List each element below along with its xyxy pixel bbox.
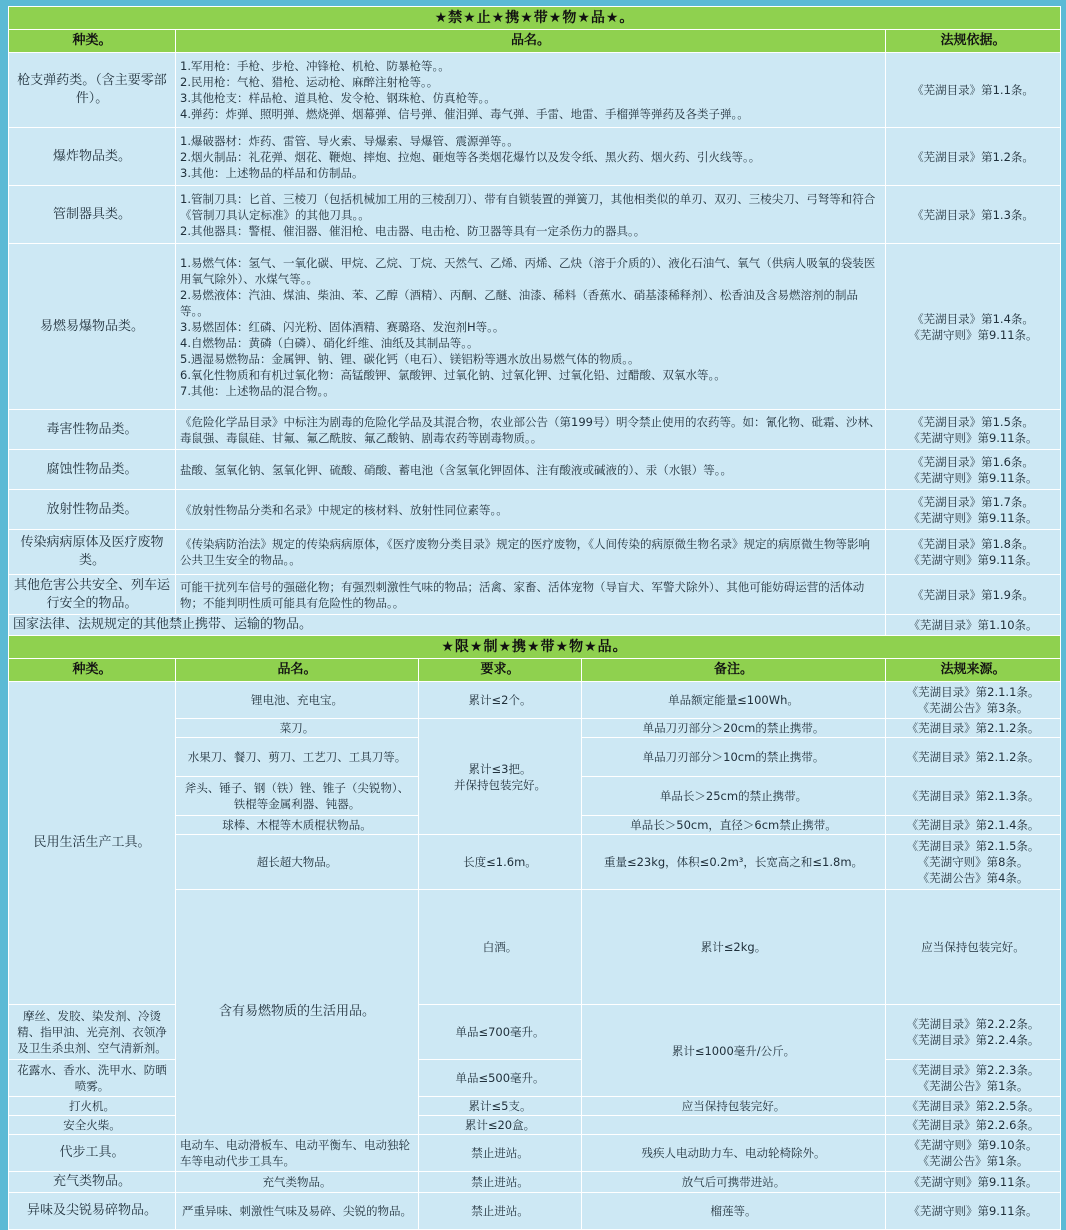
note-text: 放气后可携带进站。 — [681, 1175, 786, 1189]
note — [886, 890, 1061, 1005]
note-text: 榴莲等。 — [710, 1204, 757, 1218]
restricted-category-text: 异味及尖锐易碎物品。 — [26, 1203, 157, 1218]
requirement-text: 累计≤2kg。 — [700, 940, 767, 954]
item-name — [9, 1097, 176, 1116]
prohibited-row — [9, 530, 1061, 575]
prohibited-items — [176, 575, 886, 615]
law — [886, 1172, 1061, 1193]
prohibited-law — [886, 128, 1061, 186]
prohibited-header-0 — [9, 30, 176, 53]
law-line: 《芜湖目录》第1.5条。 — [912, 414, 1034, 429]
requirement — [419, 835, 582, 890]
requirement-text: 禁止进站。 — [471, 1146, 529, 1160]
prohibited-items — [176, 186, 886, 244]
category-text: 爆炸物品类。 — [52, 148, 131, 164]
prohibited-row — [9, 490, 1061, 530]
note-text: 应当保持包装完好。 — [681, 1099, 786, 1113]
item-line: 3.易燃固体：红磷、闪光粉、固体酒精、赛璐珞、发泡剂H等。。 — [180, 319, 505, 334]
prohibited-title — [9, 7, 1061, 30]
law-line: 《芜湖目录》第1.6条。 — [912, 454, 1034, 469]
law — [886, 777, 1061, 816]
item-name — [176, 1193, 419, 1230]
law — [886, 1116, 1061, 1135]
line: 《芜湖公告》第1条。 — [917, 1079, 1029, 1093]
item-line: 4.弹药：炸弹、照明弹、燃烧弹、烟幕弹、信号弹、催泪弹、毒气弹、手雷、地雷、手榴弹等弹药及各类子弹。。 — [180, 107, 749, 121]
prohibited-law — [886, 410, 1061, 450]
law — [886, 1193, 1061, 1230]
law-text: 《芜湖目录》第2.1.3条。 — [906, 789, 1040, 803]
requirement — [419, 1135, 582, 1172]
item-line: 1.军用枪：手枪、步枪、冲锋枪、机枪、防暴枪等。。 — [180, 59, 450, 73]
law — [886, 816, 1061, 835]
prohibited-category — [9, 128, 176, 186]
note-text: 单品长＞50cm，直径＞6cm禁止携带。 — [630, 818, 837, 832]
line: 《芜湖目录》第2.1.5条。 — [906, 839, 1040, 853]
law — [886, 682, 1061, 719]
item-name — [176, 719, 419, 738]
prohibited-category — [9, 53, 176, 128]
item-name-text: 摩丝、发胶、染发剂、冷烫精、指甲油、光亮剂、衣领净及卫生杀虫剂、空气清新剂。 — [17, 1009, 167, 1055]
line: 《芜湖目录》第2.2.2条。 — [906, 1017, 1040, 1031]
category-text: 易燃易爆物品类。 — [39, 318, 144, 334]
law-line: 《芜湖守则》第9.11条。 — [908, 470, 1038, 485]
law-text: 《芜湖守则》第9.11条。 — [908, 1175, 1038, 1189]
prohibited-items — [176, 530, 886, 575]
law-text: 《芜湖目录》第2.1.2条。 — [906, 721, 1040, 735]
requirement-text: 累计≤20盒。 — [464, 1118, 536, 1132]
law-line: 《芜湖目录》第1.4条。 — [912, 311, 1034, 326]
item-name — [9, 1060, 176, 1097]
item-line: 1.爆破器材：炸药、雷管、导火索、导爆索、导爆管、震源弹等。。 — [180, 133, 519, 148]
requirement — [419, 1060, 582, 1097]
prohibited-items — [176, 244, 886, 410]
note-text: 单品刀刃部分＞20cm的禁止携带。 — [642, 721, 825, 735]
item-name-text: 打火机。 — [69, 1099, 115, 1113]
category-text: 腐蚀性物品类。 — [46, 461, 138, 477]
note — [582, 1097, 886, 1116]
note — [582, 777, 886, 816]
requirement-text: 累计≤5支。 — [468, 1099, 532, 1113]
line: 《芜湖目录》第2.2.3条。 — [906, 1063, 1040, 1077]
prohibited-items — [176, 490, 886, 530]
law-line: 《芜湖守则》第9.11条。 — [908, 430, 1038, 445]
item-name — [9, 1116, 176, 1135]
note-text: 重量≤23kg，体积≤0.2m³，长宽高之和≤1.8m。 — [603, 855, 864, 869]
note-text: 单品长＞25cm的禁止携带。 — [659, 789, 808, 803]
header-text: 要求。 — [480, 662, 520, 677]
item-name-text: 水果刀、餐刀、剪刀、工艺刀、工具刀等。 — [187, 750, 407, 764]
prohibited-law — [886, 530, 1061, 575]
other-text: 国家法律、法规规定的其他禁止携带、运输的物品。 — [13, 617, 313, 632]
restricted-category — [9, 682, 176, 1005]
prohibited-law — [886, 244, 1061, 410]
prohibited-other-laws — [9, 615, 886, 636]
item-name — [176, 1172, 419, 1193]
line: 《芜湖目录》第2.2.4条。 — [906, 1033, 1040, 1047]
law-line: 《芜湖目录》第1.8条。 — [912, 537, 1034, 551]
item-line: 4.自燃物品：黄磷（白磷）、硝化纤维、油纸及其制品等。。 — [180, 335, 479, 350]
requirement-text: 禁止进站。 — [471, 1175, 529, 1189]
item-line: 2.民用枪：气枪、猎枪、运动枪、麻醉注射枪等。。 — [180, 75, 439, 89]
law-line: 《芜湖守则》第9.11条。 — [908, 553, 1038, 567]
prohibited-category — [9, 530, 176, 575]
category-text: 其他危害公共安全、列车运行安全的物品。 — [13, 577, 170, 611]
header-text: 种类。 — [72, 33, 112, 48]
note — [582, 1135, 886, 1172]
item-name — [176, 682, 419, 719]
note-text: 应当保持包装完好。 — [921, 940, 1025, 954]
line: 《芜湖公告》第1条。 — [917, 1154, 1029, 1168]
requirement — [419, 682, 582, 719]
prohibited-row — [9, 53, 1061, 128]
header-text: 法规来源。 — [940, 662, 1006, 677]
requirement — [419, 1193, 582, 1230]
prohibited-row — [9, 575, 1061, 615]
prohibited-category — [9, 490, 176, 530]
item-name-text: 斧头、锤子、钢（铁）锉、锥子（尖锐物）、铁棍等金属利器、钝器。 — [184, 781, 410, 811]
restricted-category — [9, 1172, 176, 1193]
restricted-category — [176, 890, 419, 1135]
item-line: 《危险化学品目录》中标注为剧毒的危险化学品及其混合物，农业部公告（第199号）明令禁止使用的农药等。如：氰化物、砒霜、沙林、毒鼠强、毒鼠硅、甘氟、氟乙酰胺、氟乙酸钠、剧毒农药等剧毒物质。。 — [180, 414, 881, 445]
requirement-text: 单品≤500毫升。 — [455, 1071, 545, 1085]
item-name-text: 安全火柴。 — [63, 1118, 121, 1132]
line: 并保持包装完好。 — [454, 777, 546, 792]
requirement-text: 累计≤2个。 — [468, 693, 532, 707]
restricted-category — [9, 1135, 176, 1172]
item-name — [176, 777, 419, 816]
item-line: 2.易燃液体：汽油、煤油、柴油、苯、乙醇（酒精）、丙酮、乙醚、油漆、稀料（香蕉水、硝基漆稀释剂）、松香油及含易燃溶剂的制品等。。 — [180, 287, 858, 318]
requirement — [582, 890, 886, 1005]
law-line: 《芜湖目录》第1.10条。 — [908, 618, 1038, 632]
requirement — [419, 1172, 582, 1193]
item-line: 6.氧化性物质和有机过氧化物：高锰酸钾、氯酸钾、过氧化钠、过氧化钾、过氧化铅、过醋酸、双氧水等。。 — [180, 367, 726, 382]
item-line: 3.其他：上述物品的样品和仿制品。 — [180, 165, 364, 180]
requirement — [419, 1005, 582, 1060]
item-line: 1.管制刀具：匕首、三棱刀（包括机械加工用的三棱刮刀）、带有自锁装置的弹簧刀，其他相类似的单刃、双刃、三棱尖刀、弓弩等和符合《管制刀具认定标准》的其他刀具。。 — [180, 191, 876, 222]
note — [582, 1172, 886, 1193]
law — [886, 1135, 1061, 1172]
item-name-text: 球棒、木棍等木质棍状物品。 — [222, 818, 372, 832]
prohibited-category — [9, 575, 176, 615]
item-line: 《放射性物品分类和名录》中规定的核材料、放射性同位素等。。 — [180, 502, 508, 517]
law-line: 《芜湖守则》第9.11条。 — [908, 327, 1038, 342]
category-text: 放射性物品类。 — [46, 501, 138, 517]
item-name — [176, 835, 419, 890]
restricted-header-0 — [9, 659, 176, 682]
note — [582, 682, 886, 719]
item-name-text: 菜刀。 — [279, 721, 315, 735]
prohibited-law — [886, 450, 1061, 490]
requirement — [419, 719, 582, 835]
law — [886, 719, 1061, 738]
note-text: 单品刀刃部分＞10cm的禁止携带。 — [642, 750, 825, 764]
law — [886, 738, 1061, 777]
prohibited-category — [9, 410, 176, 450]
line: 累计≤3把。 — [468, 761, 532, 776]
rules-document — [8, 6, 1060, 1230]
restricted-header-2 — [419, 659, 582, 682]
note-empty — [582, 1116, 886, 1135]
prohibited-law — [886, 53, 1061, 128]
prohibited-items — [176, 128, 886, 186]
prohibited-law — [886, 186, 1061, 244]
item-name-text: 白酒。 — [482, 940, 518, 954]
law-text: 《芜湖守则》第9.11条。 — [908, 1204, 1038, 1218]
restricted-header-4 — [886, 659, 1061, 682]
requirement — [419, 1097, 582, 1116]
item-line: 盐酸、氢氧化钠、氢氧化钾、硫酸、硝酸、蓄电池（含氢氧化钾固体、注有酸液或碱液的）、汞（水银）等。。 — [180, 462, 732, 477]
note-text: 单品额定能量≤100Wh。 — [668, 693, 799, 707]
category-text: 毒害性物品类。 — [46, 421, 138, 437]
prohibited-title-text: ★禁★止★携★带★物★品★。 — [434, 10, 635, 26]
prohibited-row — [9, 128, 1061, 186]
prohibited-row — [9, 410, 1061, 450]
note — [582, 1193, 886, 1230]
restricted-header-3 — [582, 659, 886, 682]
item-line: 5.遇湿易燃物品：金属钾、钠、锂、碳化钙（电石）、镁铝粉等遇水放出易燃气体的物质。。 — [180, 351, 640, 366]
prohibited-header-2 — [886, 30, 1061, 53]
item-name-text: 锂电池、充电宝。 — [251, 693, 343, 707]
law-line: 《芜湖目录》第1.3条。 — [912, 207, 1034, 222]
law — [886, 835, 1061, 890]
restricted-category-text: 含有易燃物质的生活用品。 — [218, 1004, 375, 1019]
item-line: 7.其他：上述物品的混合物。。 — [180, 383, 335, 398]
line: 《芜湖目录》第2.1.1条。 — [906, 685, 1040, 699]
law — [886, 1097, 1061, 1116]
item-line: 2.其他器具：警棍、催泪器、催泪枪、电击器、电击枪、防卫器等具有一定杀伤力的器具。。 — [180, 223, 646, 238]
header-text: 法规依据。 — [940, 33, 1006, 48]
prohibited-header-1 — [176, 30, 886, 53]
line: 《芜湖公告》第4条。 — [917, 871, 1029, 885]
item-line: 可能干扰列车信号的强磁化物；有强烈刺激性气味的物品；活禽、家畜、活体宠物（导盲犬、军警犬除外）、其他可能妨碍运营的活体动物；不能判明性质可能具有危险性的物品。。 — [180, 579, 865, 610]
item-line: 1.易燃气体：氢气、一氧化碳、甲烷、乙烷、丁烷、天然气、乙烯、丙烯、乙炔（溶于介质的）、液化石油气、氧气（供病人吸氧的袋装医用氧气除外）、水煤气等。。 — [180, 255, 876, 286]
item-name-text: 超长超大物品。 — [256, 855, 338, 869]
prohibited-law — [886, 490, 1061, 530]
prohibited-law — [886, 575, 1061, 615]
note — [582, 719, 886, 738]
header-text: 品名。 — [277, 662, 317, 677]
item-name-text: 充气类物品。 — [262, 1175, 332, 1189]
item-name — [176, 816, 419, 835]
line: 《芜湖守则》第8条。 — [917, 855, 1029, 869]
note — [582, 738, 886, 777]
item-name-text: 花露水、香水、洗甲水、防晒喷雾。 — [17, 1063, 167, 1093]
requirement-text: 单品≤700毫升。 — [455, 1025, 545, 1039]
item-line: 2.烟火制品：礼花弹、烟花、鞭炮、摔炮、拉炮、砸炮等各类烟花爆竹以及发令纸、黑火药、烟火药、引火线等。。 — [180, 149, 761, 164]
note-text: 残疾人电动助力车、电动轮椅除外。 — [641, 1146, 826, 1160]
restricted-category — [9, 1193, 176, 1230]
header-text: 备注。 — [713, 662, 753, 677]
law-text: 《芜湖目录》第2.1.4条。 — [906, 818, 1040, 832]
restricted-category-text: 充气类物品。 — [52, 1174, 131, 1189]
prohibited-items — [176, 450, 886, 490]
law-line: 《芜湖目录》第1.7条。 — [912, 494, 1034, 509]
rules-table — [8, 6, 1061, 1230]
item-name-text: 电动车、电动滑板车、电动平衡车、电动独轮车等电动代步工具车。 — [180, 1138, 410, 1168]
law-line: 《芜湖目录》第1.9条。 — [912, 587, 1034, 602]
law-line: 《芜湖目录》第1.2条。 — [912, 149, 1034, 164]
law-line: 《芜湖守则》第9.11条。 — [908, 510, 1038, 525]
header-text: 种类。 — [72, 662, 112, 677]
prohibited-row — [9, 450, 1061, 490]
prohibited-items — [176, 53, 886, 128]
item-name — [419, 890, 582, 1005]
item-name — [176, 738, 419, 777]
line: 《芜湖守则》第9.10条。 — [908, 1138, 1038, 1152]
prohibited-category — [9, 244, 176, 410]
prohibited-category — [9, 186, 176, 244]
item-line: 3.其他枪支：样品枪、道具枪、发令枪、钢珠枪、仿真枪等。。 — [180, 91, 496, 105]
law-line: 《芜湖目录》第1.1条。 — [912, 83, 1034, 97]
restricted-category-text: 代步工具。 — [59, 1145, 125, 1160]
restricted-title — [9, 636, 1061, 659]
prohibited-other-law — [886, 615, 1061, 636]
item-name — [9, 1005, 176, 1060]
category-text: 枪支弹药类。（含主要零部件）。 — [17, 73, 167, 106]
item-name-text: 严重异味、刺激性气味及易碎、尖锐的物品。 — [182, 1204, 412, 1218]
law — [886, 1005, 1061, 1060]
restricted-title-text: ★限★制★携★带★物★品。 — [441, 639, 628, 655]
category-text: 传染病病原体及医疗废物类。 — [20, 535, 164, 568]
requirement — [419, 1116, 582, 1135]
law-text: 《芜湖目录》第2.2.5条。 — [906, 1099, 1040, 1113]
header-text: 品名。 — [510, 33, 550, 48]
note-text: 累计≤1000毫升/公斤。 — [671, 1043, 796, 1058]
note — [582, 835, 886, 890]
item-line: 《传染病防治法》规定的传染病病原体，《医疗废物分类目录》规定的医疗废物，《人间传染的病原微生物名录》规定的病原微生物等影响公共卫生安全的物品。。 — [180, 537, 870, 567]
line: 《芜湖公告》第3条。 — [917, 701, 1029, 715]
note — [582, 816, 886, 835]
note — [582, 1005, 886, 1097]
prohibited-row — [9, 244, 1061, 410]
item-name — [176, 1135, 419, 1172]
prohibited-category — [9, 450, 176, 490]
requirement-text: 禁止进站。 — [471, 1204, 529, 1218]
prohibited-row — [9, 186, 1061, 244]
law-text: 《芜湖目录》第2.2.6条。 — [906, 1118, 1040, 1132]
requirement-text: 长度≤1.6m。 — [463, 855, 537, 869]
law-text: 《芜湖目录》第2.1.2条。 — [906, 750, 1040, 764]
prohibited-items — [176, 410, 886, 450]
restricted-header-1 — [176, 659, 419, 682]
law — [886, 1060, 1061, 1097]
restricted-category-text: 民用生活生产工具。 — [33, 835, 151, 850]
category-text: 管制器具类。 — [52, 206, 131, 222]
